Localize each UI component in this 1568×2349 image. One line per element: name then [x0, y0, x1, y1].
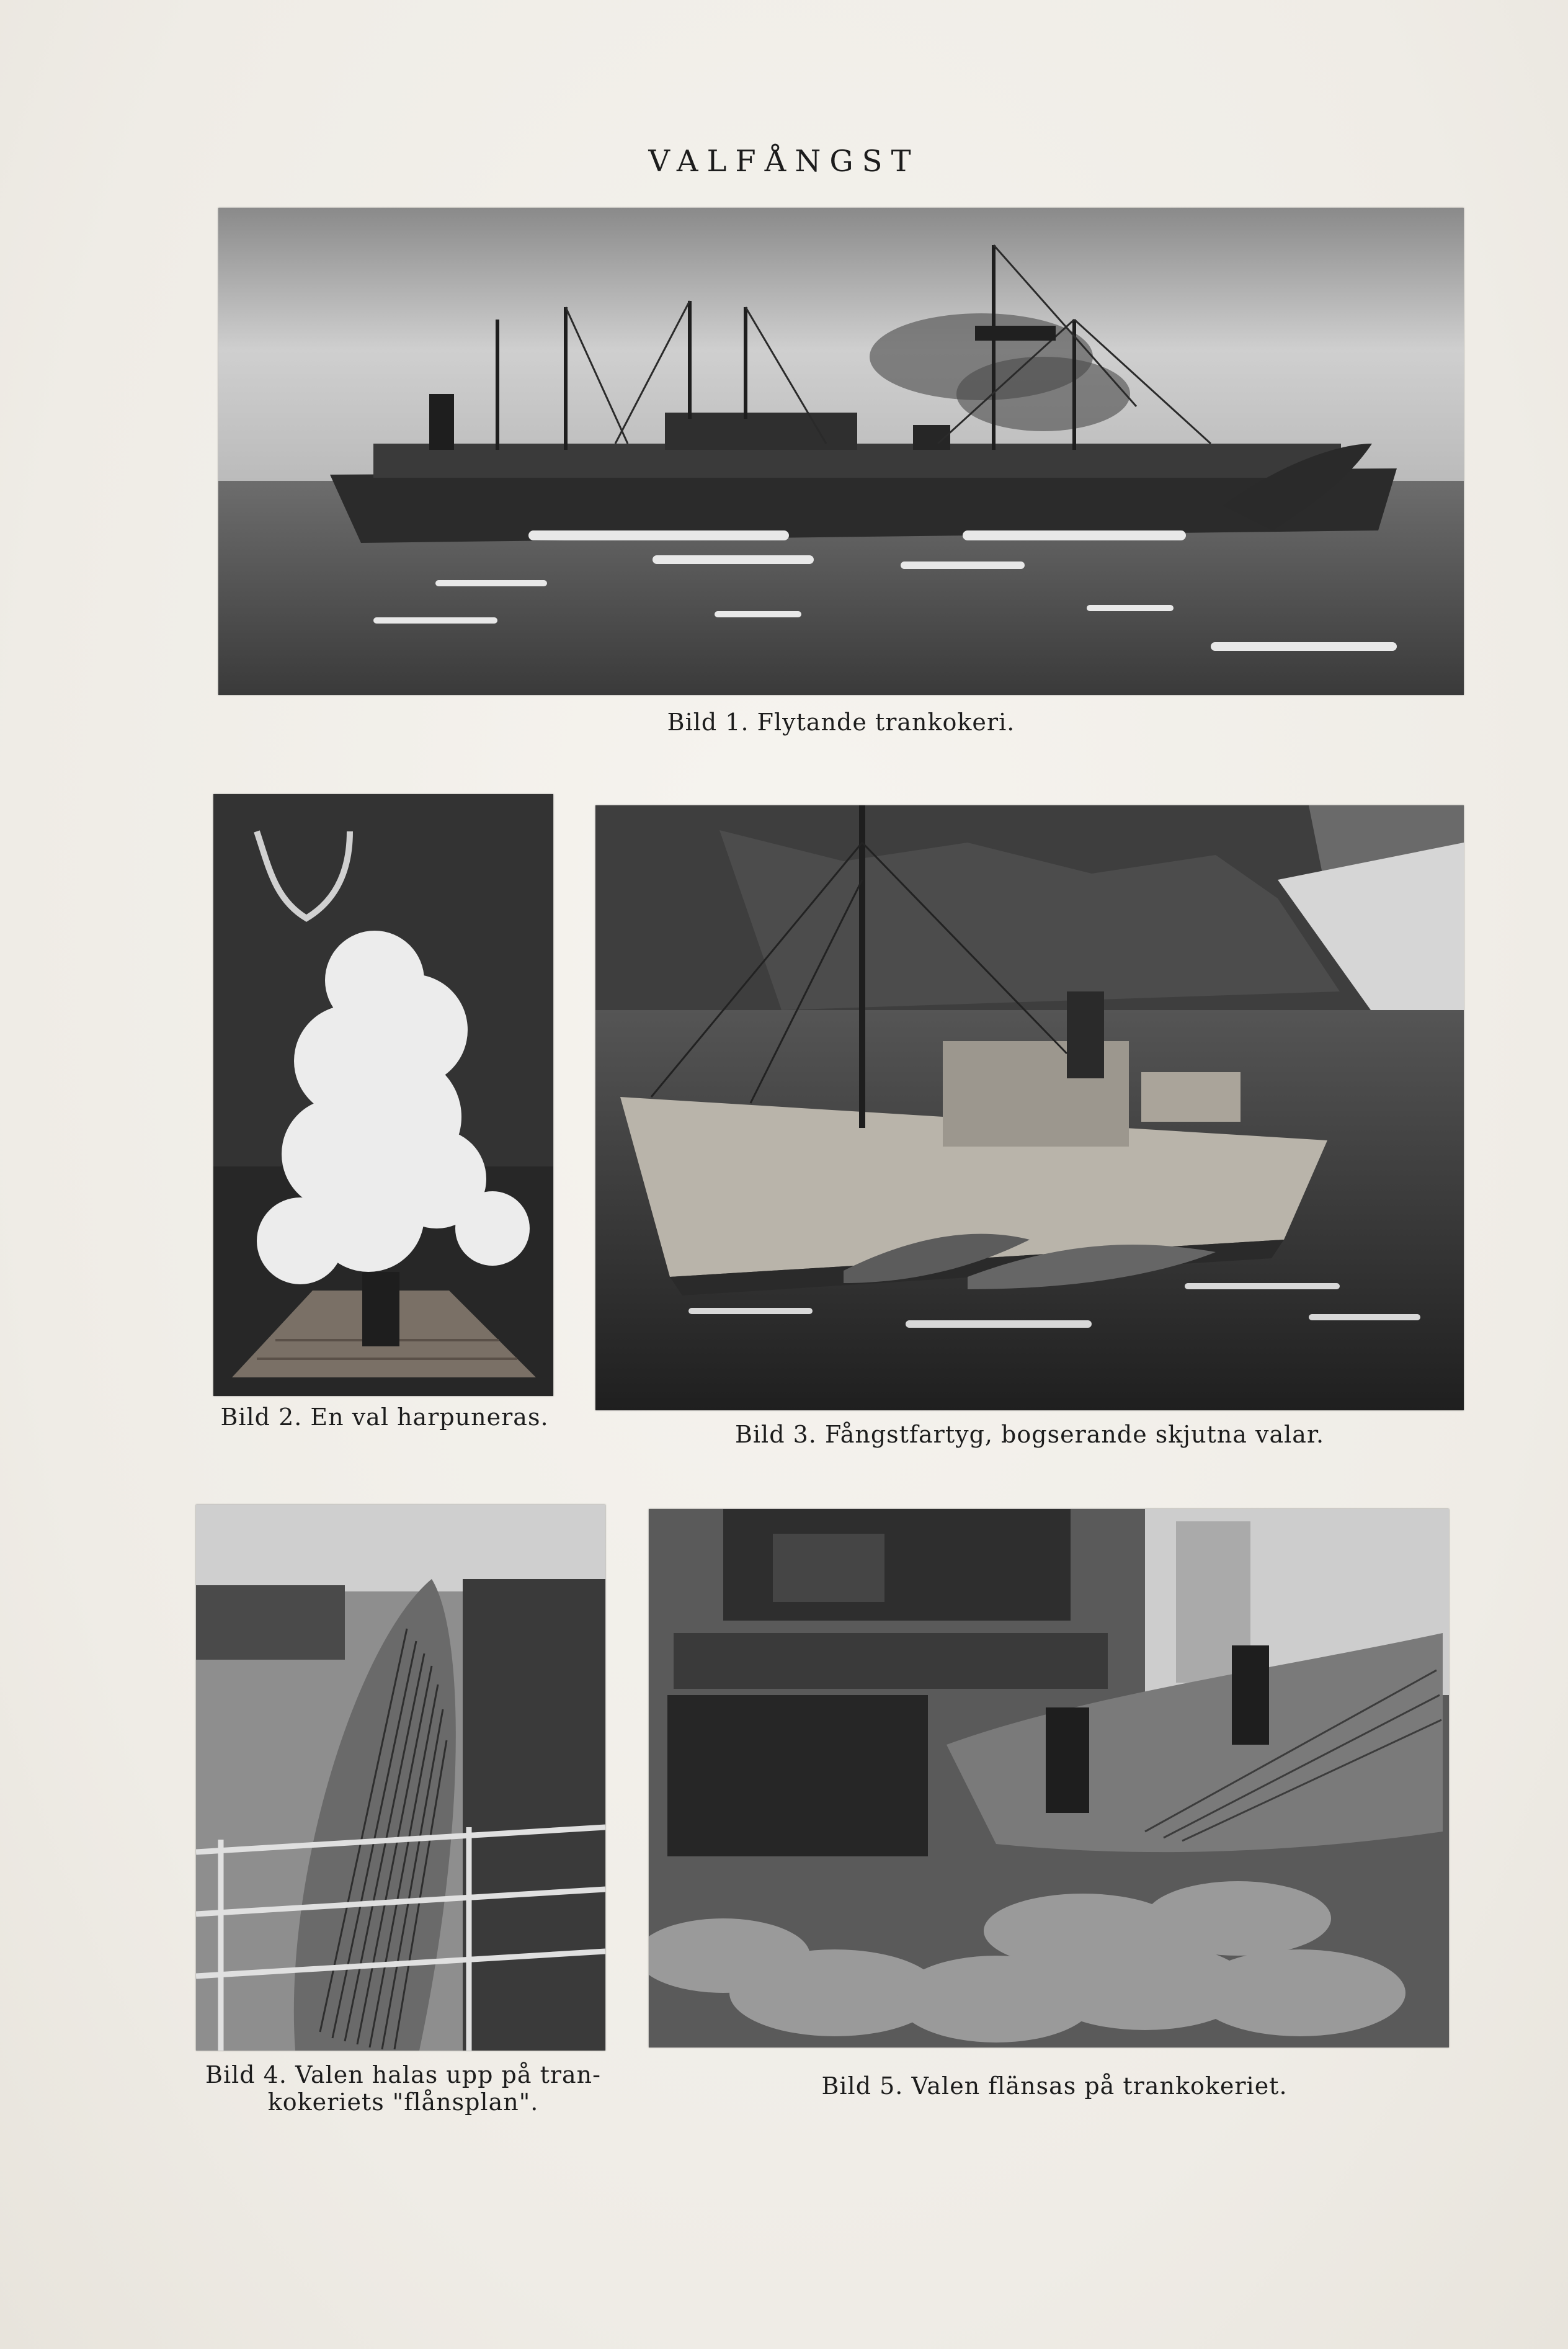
caption-bild-4-line-2: kokeriets "flånsplan".: [267, 2088, 539, 2116]
caption-bild-5: Bild 5. Valen flänsas på trankokeriet.: [821, 2072, 1288, 2100]
caption-bild-2: Bild 2. En val harpuneras.: [220, 1403, 549, 1431]
caption-bild-3: Bild 3. Fångstfartyg, bogserande skjutna valar.: [734, 1421, 1325, 1448]
photo-whale-hauled-up: [196, 1505, 605, 2051]
photo-whale-flensing: [649, 1509, 1449, 2047]
caption-bild-1: Bild 1. Flytande trankokeri.: [667, 709, 1015, 736]
photo-floating-factory-ship: [218, 208, 1464, 695]
caption-bild-4-line-1: Bild 4. Valen halas upp på tran-: [205, 2061, 601, 2088]
photo-whale-harpooned: [213, 794, 553, 1396]
page-title: VALFÅNGST: [648, 144, 920, 179]
photo-catcher-boat-towing-whales: [595, 805, 1464, 1410]
caption-bild-4: [186, 2061, 620, 2116]
